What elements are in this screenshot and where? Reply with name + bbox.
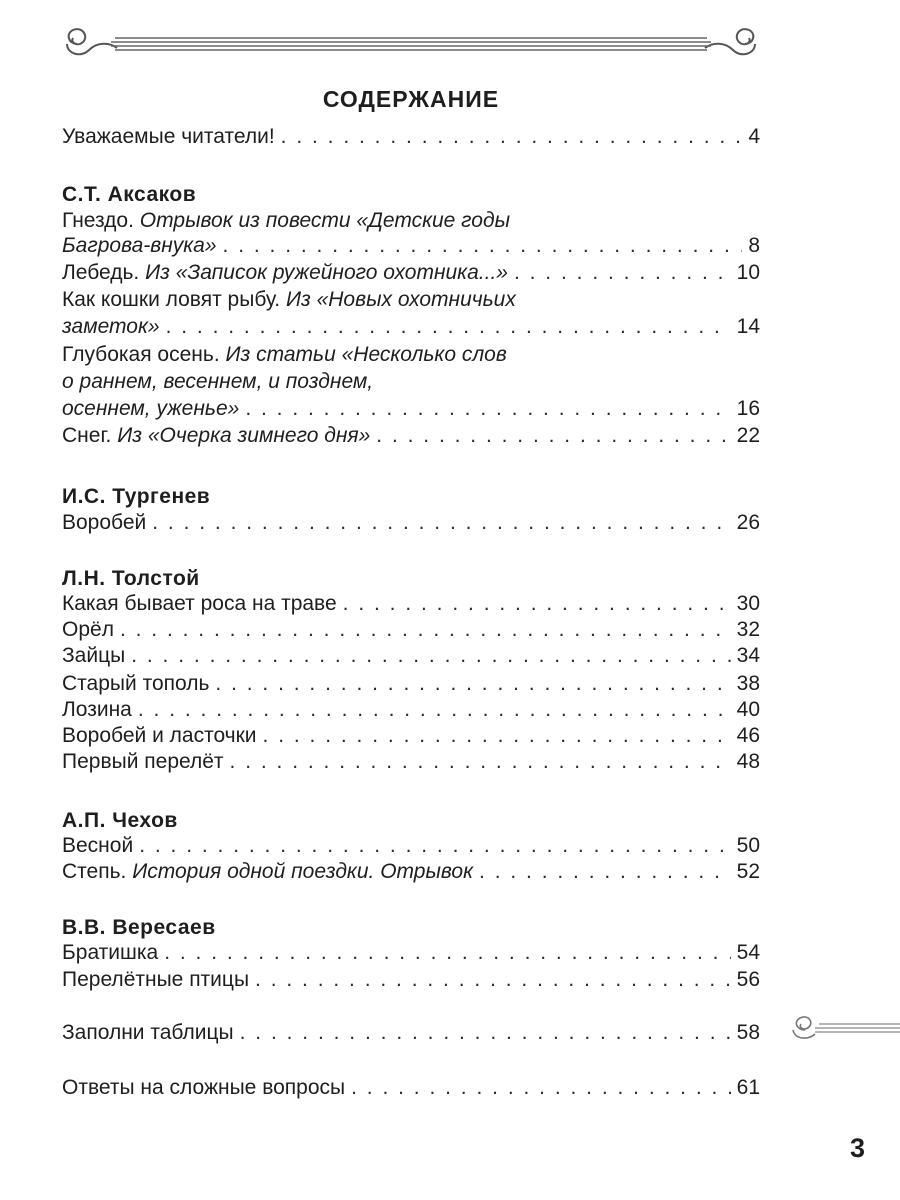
entry-page: 30 (736, 592, 760, 615)
entry-title: Глубокая осень. (62, 343, 220, 366)
dot-leader (245, 396, 730, 421)
entry-title: Воробей (62, 511, 147, 534)
toc-entry[interactable] (62, 510, 760, 535)
entry-title: Какая бывает роса на траве (62, 592, 337, 615)
dot-leader (120, 617, 731, 642)
entry-note: заметок» (62, 315, 160, 338)
author-heading-veresaev: В.В. Вересаев (62, 916, 216, 939)
toc-entry-osen[interactable] (62, 396, 760, 421)
toc-entry-step[interactable] (62, 859, 760, 884)
entry-page: 50 (736, 834, 760, 857)
dot-leader (139, 833, 730, 858)
entry-title: Лебедь. (62, 261, 140, 284)
entry-page: 58 (736, 1021, 760, 1044)
entry-note: Из «Очерка зимнего дня» (117, 424, 371, 447)
toc-entry[interactable] (62, 671, 760, 696)
entry-title: Степь. (62, 860, 127, 883)
toc-entry[interactable] (62, 697, 760, 722)
entry-page: 10 (736, 261, 760, 284)
entry-note: о раннем, весеннем, и позднем, (62, 370, 374, 393)
toc-entry-lebed[interactable] (62, 260, 760, 285)
entry-page: 16 (736, 397, 760, 420)
toc-entry-tables[interactable] (62, 1020, 760, 1045)
toc-entry-gnezdo[interactable] (62, 233, 760, 258)
entry-title: Старый тополь (62, 672, 210, 695)
author-heading-turgenev: И.С. Тургенев (62, 485, 211, 508)
toc-entry[interactable] (62, 723, 760, 748)
scroll-ornament-icon (55, 22, 767, 66)
entry-page: 32 (736, 618, 760, 641)
dot-leader (255, 967, 731, 992)
dot-leader (263, 723, 731, 748)
toc-entry-gnezdo-line1[interactable] (62, 208, 510, 233)
swirl-ornament-icon (785, 1008, 900, 1048)
dot-leader (166, 314, 731, 339)
toc-entry[interactable] (62, 749, 760, 774)
entry-title: Гнездо. (62, 209, 134, 232)
toc-entry[interactable] (62, 940, 760, 965)
dot-leader (152, 510, 730, 535)
entry-note: Багрова-внука» (62, 234, 217, 257)
toc-entry[interactable] (62, 643, 760, 668)
entry-note: История одной поездки. Отрывок (132, 860, 474, 883)
entry-title: Как кошки ловят рыбу. (62, 288, 281, 311)
dot-leader (343, 591, 731, 616)
toc-entry-answers[interactable] (62, 1075, 760, 1100)
entry-title: Ответы на сложные вопросы (62, 1076, 346, 1099)
entry-page: 14 (736, 315, 760, 338)
author-heading-aksakov: С.Т. Аксаков (62, 183, 197, 206)
entry-page: 34 (736, 644, 760, 667)
page-number: 3 (850, 1133, 866, 1163)
entry-note: Из статьи «Несколько слов (225, 343, 507, 366)
entry-page: 48 (736, 750, 760, 773)
dot-leader (131, 643, 730, 668)
entry-page: 8 (748, 234, 760, 257)
dot-leader (215, 671, 730, 696)
entry-title: Орёл (62, 618, 114, 641)
entry-title: Братишка (62, 941, 159, 964)
dot-leader (376, 423, 730, 448)
dot-leader (138, 697, 731, 722)
entry-page: 22 (736, 424, 760, 447)
entry-page: 4 (748, 125, 760, 148)
toc-entry-koshki[interactable] (62, 314, 760, 339)
dot-leader (351, 1075, 731, 1100)
entry-title: Заполни таблицы (62, 1021, 234, 1044)
entry-title: Весной (62, 834, 134, 857)
toc-entry[interactable] (62, 591, 760, 616)
entry-page: 52 (736, 860, 760, 883)
page-title: СОДЕРЖАНИЕ (322, 86, 500, 112)
entry-title: Зайцы (62, 644, 126, 667)
entry-page: 40 (736, 698, 760, 721)
toc-entry-sneg[interactable] (62, 423, 760, 448)
entry-title: Воробей и ласточки (62, 724, 257, 747)
entry-note: Из «Новых охотничьих (285, 288, 516, 311)
dot-leader (223, 233, 743, 258)
toc-entry-intro[interactable] (62, 124, 760, 149)
entry-title: Перелётные птицы (62, 968, 250, 991)
entry-page: 54 (736, 941, 760, 964)
entry-page: 38 (736, 672, 760, 695)
entry-note: Из «Записок ружейного охотника...» (145, 261, 508, 284)
entry-note: Отрывок из повести «Детские годы (139, 209, 511, 232)
entry-title: Уважаемые читатели! (62, 125, 275, 148)
dot-leader (240, 1020, 731, 1045)
dot-leader (230, 749, 731, 774)
entry-title: Лозина (62, 698, 132, 721)
entry-title: Снег. (62, 424, 112, 447)
entry-note: осеннем, уженье» (62, 397, 240, 420)
toc-entry-osen-line2 (62, 369, 373, 394)
entry-page: 26 (736, 511, 760, 534)
toc-entry-koshki-line1[interactable] (62, 287, 516, 312)
toc-entry-osen-line1[interactable] (62, 342, 507, 367)
toc-entry[interactable] (62, 967, 760, 992)
toc-entry[interactable] (62, 617, 760, 642)
author-heading-chekhov: А.П. Чехов (62, 809, 178, 832)
entry-page: 46 (736, 724, 760, 747)
entry-title: Первый перелёт (62, 750, 224, 773)
dot-leader (164, 940, 730, 965)
entry-page: 56 (736, 968, 760, 991)
dot-leader (479, 859, 731, 884)
dot-leader (281, 124, 743, 149)
dot-leader (514, 260, 731, 285)
author-heading-tolstoy: Л.Н. Толстой (62, 567, 200, 590)
toc-entry[interactable] (62, 833, 760, 858)
entry-page: 61 (736, 1076, 760, 1099)
